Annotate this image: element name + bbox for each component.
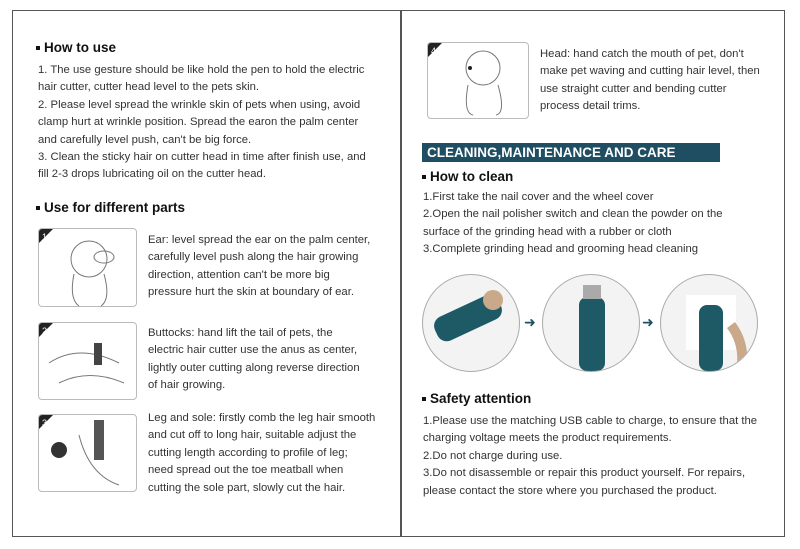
safety-heading: Safety attention xyxy=(422,391,531,406)
svg-text:4: 4 xyxy=(431,46,437,56)
buttocks-text: Buttocks: hand lift the tail of pets, the electric hair cutter use the anus as center, lightly outer cutting along reverse direction of hair growing. xyxy=(148,327,360,392)
arrow-right-icon: ➜ xyxy=(524,314,536,330)
cleaning-step-1-image xyxy=(422,274,520,372)
how-to-clean-heading: How to clean xyxy=(422,169,513,184)
svg-text:2: 2 xyxy=(42,326,48,336)
head-illustration xyxy=(427,42,529,119)
head-text: Head: hand catch the mouth of pet, don't make pet waving and cutting hair level, then use straight cutter and bending cutter process detail trims. xyxy=(540,48,760,113)
leg-sole-text: Leg and sole: firstly comb the leg hair smooth and cut off to long hair, suitable adjust the cutting length according to profile of leg; need spread out the toe meatball when cutting the sole part, slowly cut the hair. xyxy=(148,412,376,494)
how-to-use-text: 1. The use gesture should be like hold the pen to hold the electric hair cutter, cutter head level to the pets skin. 2. Please level spread the wrinkle skin of pets when using, avoid clamp hurt at wrinkle position. Spread the earon the palm center and carefully level push, can't be big force. 3. Clean the sticky hair on cutter head in time after finish use, and fill 2-3 drops lubricating oil on the cutter head. xyxy=(38,64,366,181)
svg-text:3: 3 xyxy=(42,418,48,428)
ear-text: Ear: level spread the ear on the palm center, carefully level push along the hair growing direction, attention can't be more big pressure hurt the skin at boundary of ear. xyxy=(148,234,371,299)
column-divider xyxy=(400,10,402,537)
ear-illustration xyxy=(38,228,137,307)
svg-text:1: 1 xyxy=(42,232,48,242)
parts-heading: Use for different parts xyxy=(36,200,185,215)
cleaning-step-3-image xyxy=(660,274,758,372)
cleaning-step-2-image xyxy=(542,274,640,372)
safety-text: 1.Please use the matching USB cable to charge, to ensure that the charging voltage meets the product requirements. 2.Do not charge during use. 3.Do not disassemble or repair this product yourself. For repairs, please contact the store where you purchased the product. xyxy=(423,415,758,497)
cleaning-banner: CLEANING,MAINTENANCE AND CARE xyxy=(422,143,720,162)
leg-sole-illustration xyxy=(38,414,137,492)
buttocks-illustration xyxy=(38,322,137,400)
arrow-right-icon: ➜ xyxy=(642,314,654,330)
how-to-clean-text: 1.First take the nail cover and the wheel cover 2.Open the nail polisher switch and clean the powder on the surface of the grinding head with a rubber or cloth 3.Complete grinding head and grooming head cleaning xyxy=(423,191,723,256)
how-to-use-heading: How to use xyxy=(36,40,116,55)
